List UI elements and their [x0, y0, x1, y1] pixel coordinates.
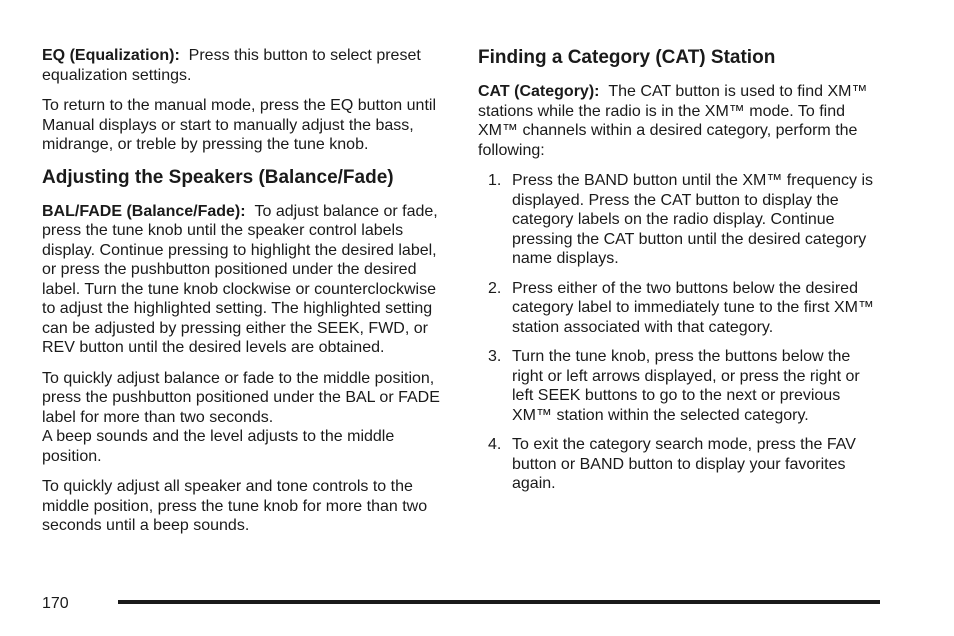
list-item	[478, 171, 878, 269]
footer-rule	[118, 600, 880, 604]
balfade-term: BAL/FADE (Balance/Fade):	[42, 202, 246, 220]
list-item	[478, 279, 878, 338]
step-number: 2.	[488, 279, 502, 297]
balfade-paragraph	[42, 202, 442, 358]
quick-middle-paragraph	[42, 369, 442, 467]
step-number: 4.	[488, 436, 502, 453]
step-text: Turn the tune knob, press the buttons below the right or left arrows displayed, or press the right or left SEEK buttons to go to the next or previous XM™ station within the selected category.	[512, 348, 860, 424]
quick-middle-text-2: A beep sounds and the level adjusts to the middle position.	[42, 428, 395, 465]
steps-list	[478, 171, 878, 494]
list-item	[478, 435, 878, 494]
page-number: 170	[42, 595, 69, 612]
quick-middle-text-1: To quickly adjust balance or fade to the middle position, press the pushbutton positioned under the BAL or FADE label for more than two seconds.	[42, 369, 440, 426]
eq-text: Press this button to select preset equalization settings.	[42, 47, 421, 84]
eq-return-paragraph: To return to the manual mode, press the EQ button until Manual displays or start to manually adjust the bass, midrange, or treble by pressing the tune knob.	[42, 97, 436, 153]
balfade-text: To adjust balance or fade, press the tune knob until the speaker control labels display. Continue pressing to highlight the desired label, or press the pushbutton positioned under the desired label. Turn the tune knob clockwise or counterclockwise to adjust the highlighted setting. The highlighted setting can be adjusted by pressing either the SEEK, FWD, or REV button until the desired levels are obtained.	[42, 202, 438, 356]
speakers-heading: Adjusting the Speakers (Balance/Fade)	[42, 166, 394, 188]
quick-all-paragraph: To quickly adjust all speaker and tone controls to the middle position, press the tune knob for more than two seconds until a beep sounds.	[42, 478, 428, 534]
cat-term: CAT (Category):	[478, 83, 600, 100]
step-number: 3.	[488, 348, 502, 365]
right-column	[478, 46, 878, 504]
step-text: Press either of the two buttons below the desired category label to immediately tune to the first XM™ station associated with that category.	[512, 279, 874, 336]
eq-term: EQ (Equalization):	[42, 47, 180, 64]
left-column	[42, 46, 442, 547]
eq-paragraph	[42, 46, 442, 85]
step-number: 1.	[488, 172, 502, 189]
cat-text: The CAT button is used to find XM™ stations while the radio is in the XM™ mode. To find XM™ channels within a desired category, perform the following:	[478, 83, 868, 159]
step-text: To exit the category search mode, press the FAV button or BAND button to display your favorites again.	[512, 436, 856, 492]
category-heading: Finding a Category (CAT) Station	[478, 47, 776, 68]
cat-paragraph	[478, 82, 878, 160]
step-text: Press the BAND button until the XM™ frequency is displayed. Press the CAT button to display the category labels on the radio display. Continue pressing the CAT button until the desired category name displays.	[512, 172, 874, 267]
list-item	[478, 347, 878, 425]
